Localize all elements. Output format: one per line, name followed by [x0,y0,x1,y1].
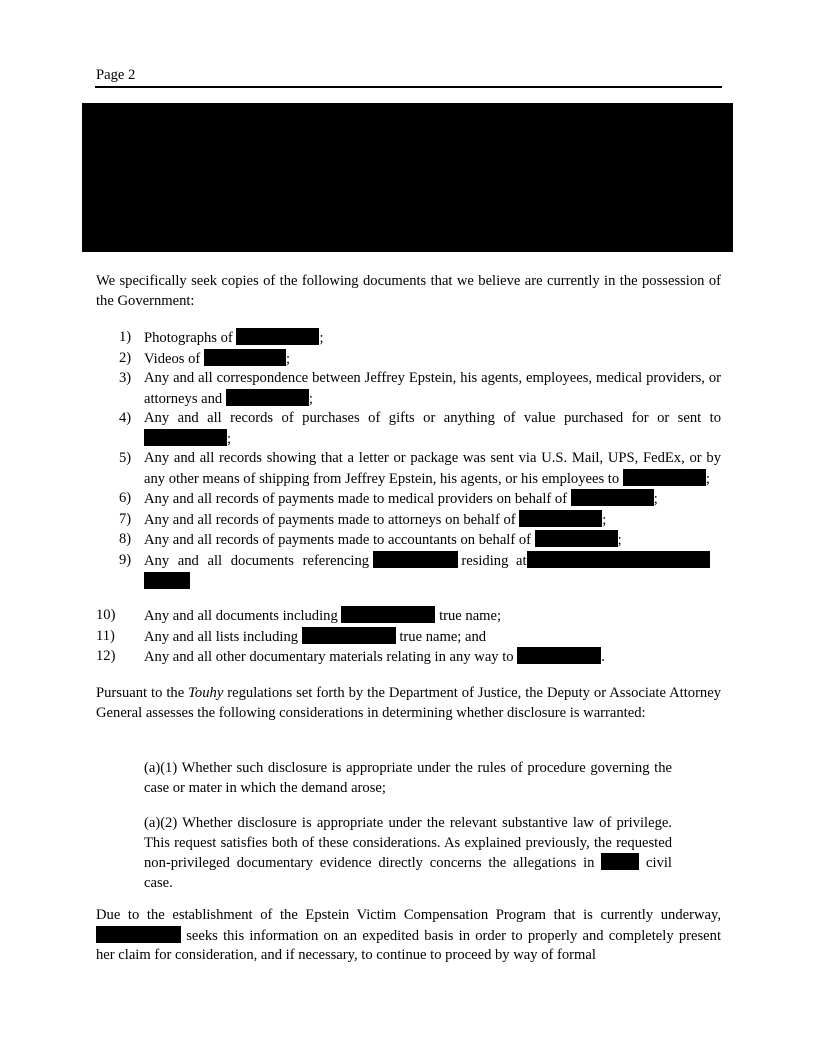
consideration-a2-text-end: civil case. [144,855,672,891]
list-item [96,647,721,668]
list-item [96,510,721,531]
list-text-end: ; [705,470,710,487]
list-text-end: ; [285,350,290,367]
page-number: Page 2 [96,67,136,83]
list-item [96,409,721,449]
list-text: Photographs of [144,330,233,346]
closing-paragraph [96,906,721,966]
list-item [96,489,721,510]
list-text: Any and all other documentary materials relating in any way to [144,649,514,665]
list-number: 3) [119,370,132,386]
redaction [527,551,710,568]
touhy-text-post: regulations set forth by the Department of Justice, the Deputy or Associate Attorney General assesses the following considerations in determining whether disclosure is warranted: [96,685,721,721]
list-text-end: ; [227,430,232,447]
redaction [519,510,602,527]
redaction [144,429,227,446]
list-number: 5) [119,450,132,466]
list-text-end: true name; and [399,628,487,645]
redaction-block [82,103,733,252]
list-item [96,627,721,648]
list-text: Any and all records of payments made to medical providers on behalf of [144,491,568,507]
redaction [535,530,618,547]
redaction [623,469,706,486]
redaction [517,647,601,664]
list-text: Any and all records of payments made to accountants on behalf of [144,532,532,548]
intro-paragraph: We specifically seek copies of the following documents that we believe are currently in the possession of the Government: [96,273,721,309]
list-number: 12) [96,648,116,664]
closing-text-1: Due to the establishment of the Epstein Victim Compensation Program that is currently underway, [96,907,721,923]
redaction [96,926,181,943]
closing-text-2: seeks this information on an expedited basis in order to properly and completely present her claim for consideration, and if necessary, to continue to proceed by way of formal [96,927,722,963]
list-item [96,369,721,409]
list-text: Any and all records showing that a letter or package was sent via U.S. Mail, UPS, FedEx, or by any other means of shipping from Jeffrey Epstein, his agents, or his employees to [144,450,721,487]
redaction [302,627,396,644]
list-item [96,328,721,349]
list-text-end: ; [653,491,658,507]
list-text: Videos of [144,350,201,367]
list-text: Any and all documents referencing [144,552,370,569]
list-item [96,449,721,489]
touhy-text-pre: Pursuant to the [96,685,185,701]
list-text: Any and all records of purchases of gifts or anything of value purchased for or sent to [144,410,721,426]
touhy-italic: Touhy [188,685,224,701]
list-text-end: ; [319,330,324,346]
list-item [96,349,721,370]
list-text-end: ; [617,532,622,548]
redaction [204,349,286,366]
redaction [571,489,654,506]
list-text-end: true name; [439,608,502,624]
consideration-a2-text: (a)(2) Whether disclosure is appropriate under the relevant substantive law of privilege. This request satisfies both of these considerations. As explained previously, the requested non-privileged documentary evidence directly concerns the allegations in [144,815,672,871]
list-number: 10) [96,607,116,623]
list-number: 7) [119,510,132,527]
list-text: Any and all records of payments made to attorneys on behalf of [144,511,516,528]
list-text-end: ; [308,390,313,407]
list-item [96,530,721,551]
list-item [96,606,721,627]
list-number: 2) [119,349,132,366]
list-number: 1) [119,329,132,345]
list-text-end: ; [602,511,607,528]
redaction [144,572,190,589]
document-request-list [96,328,721,593]
list-text: Any and all documents including [144,608,338,624]
list-number: 8) [119,531,132,547]
redaction [236,328,319,345]
list-text: Any and all correspondence between Jeffrey Epstein, his agents, employees, medical providers, or attorneys and [144,370,721,407]
header-rule [95,86,722,88]
list-text-mid: residing at [461,552,527,569]
redaction [373,551,458,568]
redaction [601,853,639,870]
list-text: Any and all lists including [144,628,299,645]
list-number: 9) [119,551,132,568]
list-number: 6) [119,490,132,506]
touhy-paragraph [96,684,721,723]
list-item [96,551,721,593]
list-number: 11) [96,627,115,644]
consideration-a1: (a)(1) Whether such disclosure is appropriate under the rules of procedure governing the case or mater in which the demand arose; [144,760,672,796]
list-number: 4) [119,410,132,426]
list-text-end: . [601,649,605,665]
redaction [341,606,435,623]
redaction [226,389,309,406]
document-request-list-continued [96,606,721,668]
consideration-a2 [144,814,672,893]
